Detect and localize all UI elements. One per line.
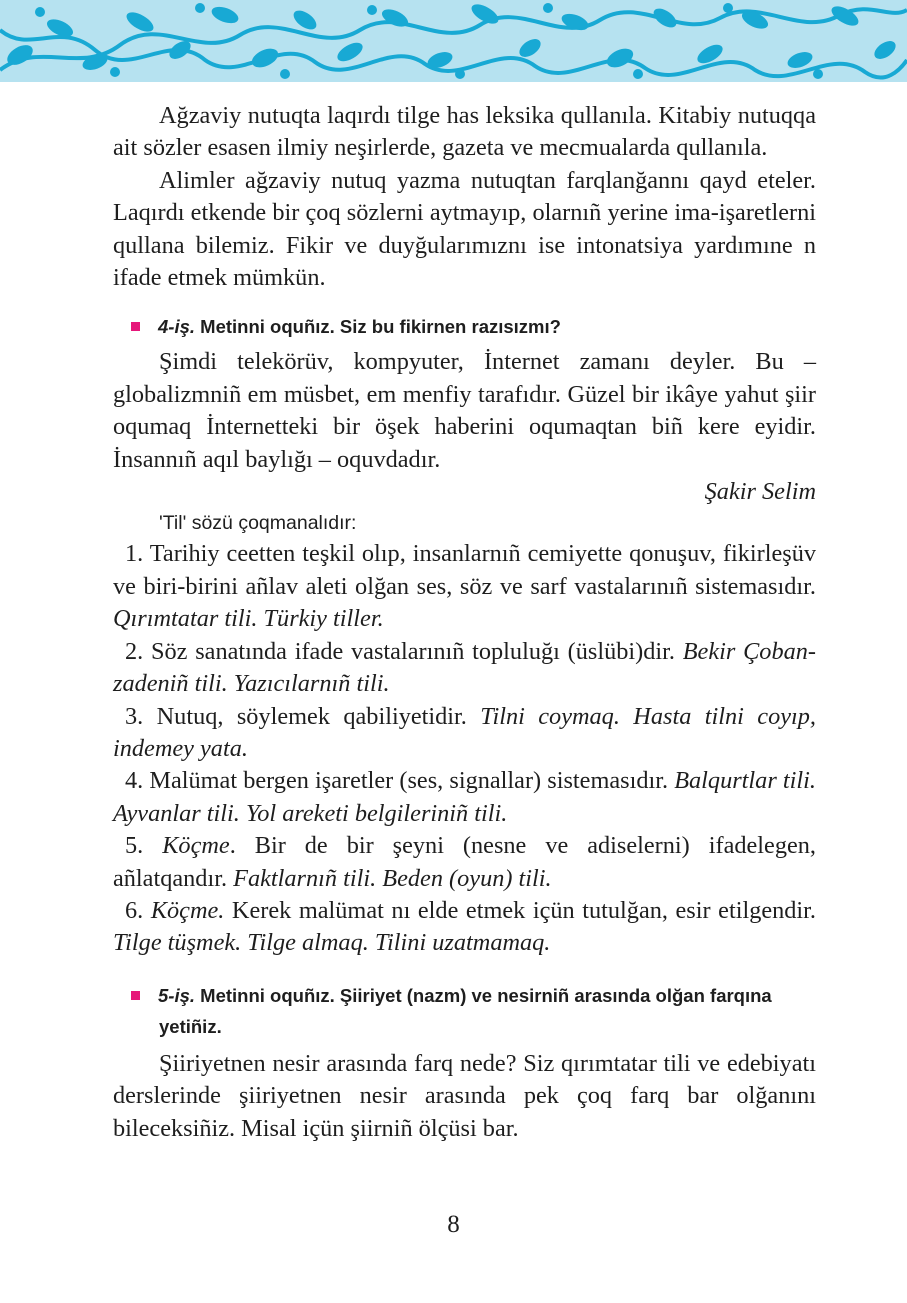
definition-item: 5. Köçme. Bir de bir şeyni (nesne ve adiselerni) ifadelegen, añlatqandır. Faktlarnıñ tili. Beden (oyun) tili. — [113, 832, 816, 892]
task-5-heading — [113, 980, 816, 1042]
paragraph: Alimler ağzaviy nutuq yazma nutuqtan farqlanğannı qayd eteler. Laqırdı etkende bir çoq sözlerni aytmayıp, olarnıñ yerine ima-işaretlerni qullana bilemiz. Fikir ve duyğularımıznı ise intonatsiya yardımıne n ifade etmek mümkün. — [113, 166, 816, 292]
quote-author: Şakir Selim — [704, 478, 816, 506]
header-ornament-banner — [0, 0, 907, 82]
page-body — [113, 100, 816, 1145]
definitions-intro: 'Til' sözü çoqmanalıdır: — [159, 512, 357, 535]
bullet-square-icon — [131, 991, 140, 1000]
definition-item: 3. Nutuq, söylemek qabiliyetidir. Tilni coymaq. Hasta tilni coyıp, indemey yata. — [113, 702, 816, 762]
task-4-heading — [113, 312, 816, 342]
definitions-list — [113, 538, 816, 959]
task-text: Metinni oquñız. Siz bu fikirnen razısızmı? — [195, 316, 561, 338]
definition-item: 2. Söz sanatında ifade vastalarınıñ topluluğı (üslübi)dir. Bekir Çoban-zadeniñ tili. Yazıcılarnıñ tili. — [113, 637, 816, 698]
paragraph: Şiiriyetnen nesir arasında farq nede? Siz qırımtatar tili ve edebiyatı derslerinde şiiriyetnen nesir arasında pek çoq farq bar olğanını bileceksiñiz. Misal içün şiirniñ ölçüsi bar. — [113, 1049, 816, 1142]
definition-item: 6. Köçme. Kerek malümat nı elde etmek içün tutulğan, esir etilgendir. Tilge tüşmek. Tilge almaq. Tilini uzatmamaq. — [113, 896, 817, 957]
bullet-square-icon — [131, 322, 140, 331]
paragraph: Ağzaviy nutuqta laqırdı tilge has leksika qullanıla. Kitabiy nutuqqa ait sözler esasen ilmiy neşirlerde, gazeta ve mecmualarda qullanıla. — [113, 102, 816, 162]
definition-item: 4. Malümat bergen işaretler (ses, signallar) sistemasıdır. Balqurtlar tili. Ayvanlar tili. Yol areketi belgileriniñ tili. — [113, 767, 816, 827]
task-text: Metinni oquñız. Şiiriyet (nazm) ve nesirniñ arasında olğan farqına yetiñiz. — [159, 984, 772, 1037]
floral-ornament — [0, 0, 907, 82]
quote-paragraph: Şimdi telekörüv, kompyuter, İnternet zamanı deyler. Bu – globalizmniñ em müsbet, em menfiy tarafıdır. Güzel bir ikâye yahut şiir oqumaq İnternetteki bir öşek haberini oqumaqtan biñ kere eyidir. İnsannıñ aqıl baylığı – oquvdadır. — [113, 348, 816, 473]
task-number: 4-iş. — [158, 316, 196, 338]
page-number: 8 — [447, 1211, 460, 1238]
definition-item: 1. Tarihiy ceetten teşkil olıp, insanlarnıñ cemiyette qonuşuv, fikirleşüv ve biri-birini añlav aleti olğan ses, söz ve sarf vastalarınıñ sistemasıdır. Qırımtatar tili. Türkiy tiller. — [113, 540, 816, 633]
task-number: 5-iş. — [158, 984, 196, 1006]
